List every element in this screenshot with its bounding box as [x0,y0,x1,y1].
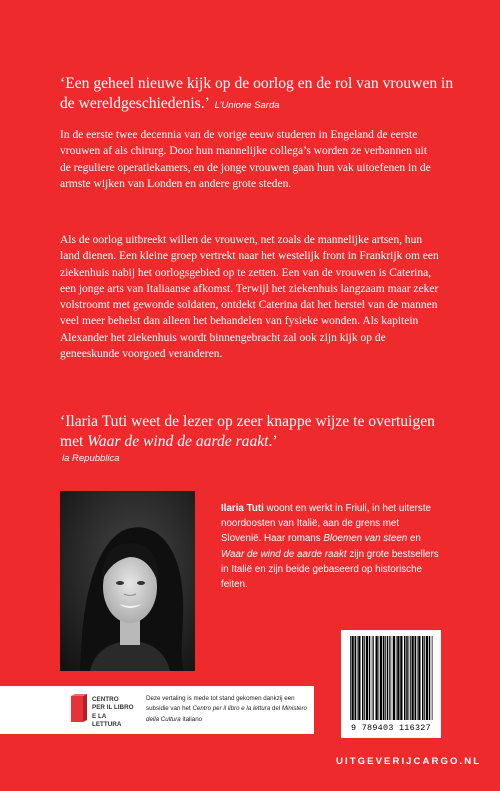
barcode-bar [380,636,382,720]
bio-text-2: en [407,533,421,545]
sponsor-ministry: Ministero della Cultura [146,705,307,723]
barcode-bar [391,636,392,720]
barcode-bar [417,636,418,720]
bio-book-2: Waar de wind de aarde raakt [221,548,347,560]
logo-line-3: E LA LETTURA [92,712,122,729]
barcode-bar [404,636,406,720]
barcode-bar [373,636,374,720]
review-quote-2 [60,412,460,465]
barcode-bar [422,636,424,720]
barcode-bar [372,636,373,720]
barcode-bar [426,636,428,720]
barcode-bar [412,636,414,720]
logo-line-1: CENTRO [92,696,119,703]
barcode-bar [415,636,417,720]
author-bio [221,501,441,592]
barcode-bar [418,636,420,720]
isbn-barcode [341,630,441,738]
barcode-bar [387,636,389,720]
quote-1-text: ‘Een geheel nieuwe kijk op de oorlog en de rol van vrouwen in de wereldgeschiedenis.’ [60,75,454,112]
barcode-bar [409,636,410,720]
barcode-bar [366,636,368,720]
author-name: Ilaria Tuti [221,503,264,514]
bio-text-3: zijn grote bestsellers in Italië en zijn beide gebaseerd op historische feiten. [221,548,439,591]
quote-2-text-before: ‘Ilaria Tuti weet de lezer op zeer knappe wijze te overtuigen met [60,413,435,450]
sponsor-text [146,694,312,725]
review-quote-1 [60,74,460,116]
barcode-bar [355,636,357,720]
barcode-bar [406,636,408,720]
barcode-bar [397,636,399,720]
barcode-bar [396,636,397,720]
quote-2-text-after: .’ [268,433,278,450]
author-photo [60,491,195,671]
barcode-bar [357,636,358,720]
barcode-bar [376,636,378,720]
sponsor-org: Centro per il libro e la lettura [192,705,271,713]
barcode-bar [362,636,364,720]
barcode-bar [400,636,402,720]
sponsor-text-2: del [270,705,282,713]
bio-book-1: Bloemen van steen [323,533,408,545]
barcode-bar [393,636,395,720]
sponsor-banner [0,686,314,734]
barcode-bar [364,636,365,720]
logo-line-2: PER IL LIBRO [92,704,134,712]
barcode-bar [379,636,380,720]
sponsor-text-1: Deze vertaling is mede tot stand gekomen dankzij een subsidie van het [146,695,295,713]
quote-2-book-title: Waar de wind de aarde raakt [87,433,269,450]
centro-libro-logo-icon [71,694,87,724]
quote-1-source: L’Unione Sarda [214,100,280,111]
author-portrait-illustration [60,491,195,671]
barcode-bar [350,636,351,720]
barcode-bar [352,636,354,720]
barcode-bar [389,636,390,720]
barcode-bar [424,636,425,720]
barcode-bar [432,636,433,720]
barcode-bar [369,636,371,720]
barcode-bar [429,636,431,720]
barcode-bar [358,636,360,720]
barcode-bar [385,636,386,720]
publisher-website: UITGEVERIJCARGO.NL [336,756,482,767]
isbn-digits: 9 789403 116327 [351,723,431,733]
sponsor-text-3: italiano [180,715,203,723]
blurb-paragraph-2: Als de oorlog uitbreekt willen de vrouwen, net zoals de mannelijke artsen, hun land dienen. Een kleine groep vertrekt naar het westelijk front in Frankrijk om een ziekenhuis nabij het oorlogsgebied op te zetten. Een van de vrouwen is Caterina, een jonge arts van Italiaanse afkomst. Terwijl het ziekenhuis langzaam maar zeker volstroomt met gewonde soldaten, ontdekt Caterina dat het herstel van de mannen veel meer behelst dan alleen het behandelen van fysieke wonden. Als kapitein Alexander het ziekenhuis wordt binnengebracht zal ook zijn kijk op de geneeskunde voorgoed veranderen. [60,234,439,361]
bio-text-1: woont en werkt in Friuli, in het uiterste noordoosten van Italië, aan de grens met Slovenië. Haar romans [221,503,431,545]
centro-libro-logo-text [92,696,136,730]
barcode-bar [410,636,411,720]
barcode-bar [383,636,385,720]
blurb-paragraph-1: In de eerste twee decennia van de vorige eeuw studeren in Engeland de eerste vrouwen af als chirurg. Door hun mannelijke collega’s worden ze verbannen uit de reguliere operatiekamers, en de jonge vrouwen gaan hun vak uitoefenen in de armste wijken van Londen en andere grote steden. [60,129,431,190]
quote-2-source: la Repubblica [62,453,120,464]
barcode-bars [348,636,434,722]
